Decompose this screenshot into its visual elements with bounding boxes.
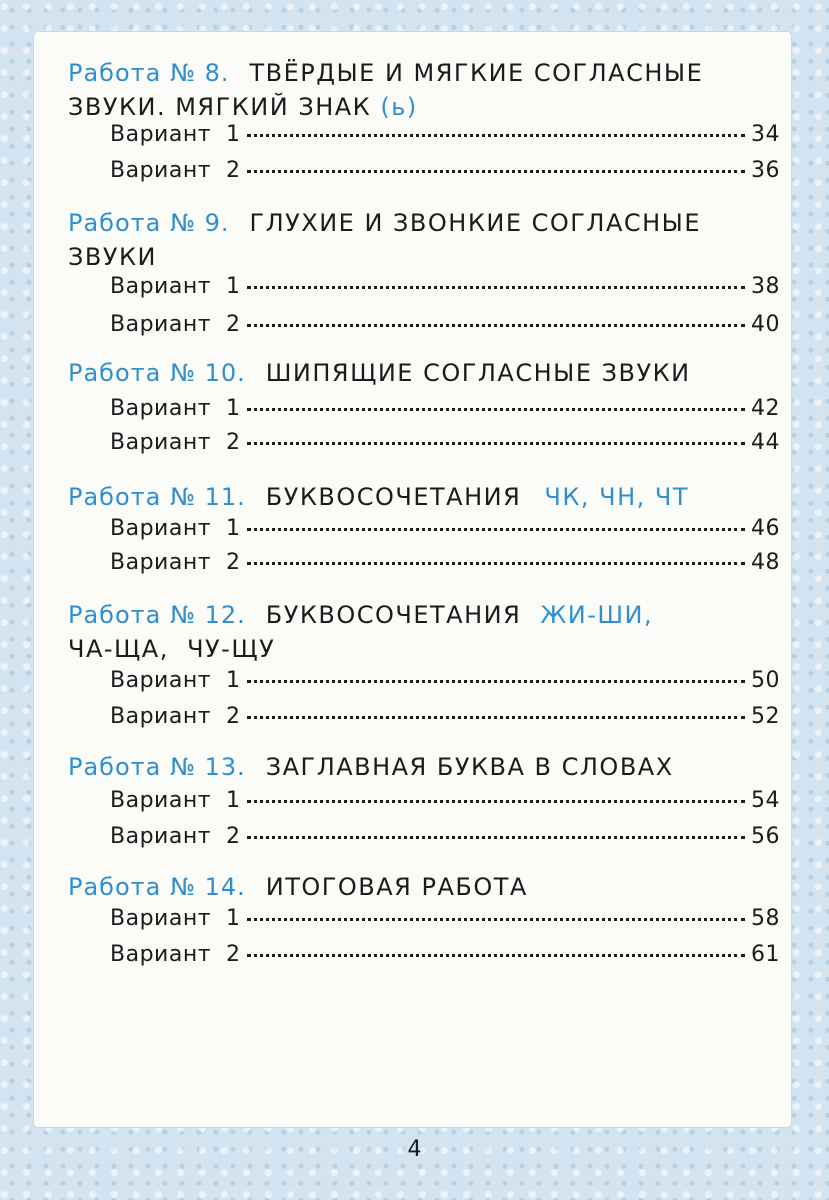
entry-number: Работа № 8. [68,59,230,87]
entry-title-line2-highlight: ЧА-ЩА, ЧУ-ЩУ [68,635,276,663]
variant-label: Вариант 1 [110,788,241,813]
page-number: 50 [751,668,780,693]
variant-label: Вариант 2 [110,704,241,729]
page-number: 52 [751,704,780,729]
entry-title-line1: БУКВОСОЧЕТАНИЯ [265,483,522,511]
toc-entry-8 [68,56,758,124]
leader-dots [247,800,745,803]
leader-dots [247,716,745,719]
entry-title-line1: ШИПЯЩИЕ СОГЛАСНЫЕ ЗВУКИ [265,359,691,387]
variant-label: Вариант 1 [110,906,241,931]
toc-variant-row[interactable] [110,516,780,541]
entry-title-highlight: ЖИ-ШИ, [540,601,654,629]
toc-entry-10 [68,356,758,390]
variant-label: Вариант 2 [110,550,241,575]
entry-title-highlight: ЧК, ЧН, ЧТ [544,483,690,511]
entry-number: Работа № 10. [68,359,246,387]
leader-dots [247,324,745,327]
variant-label: Вариант 1 [110,516,241,541]
toc-variant-row[interactable] [110,824,780,849]
entry-number: Работа № 13. [68,753,246,781]
toc-variant-row[interactable] [110,668,780,693]
entry-title-line1: БУКВОСОЧЕТАНИЯ [265,601,522,629]
page-number: 34 [751,122,780,147]
variant-label: Вариант 1 [110,668,241,693]
page-number: 40 [751,312,780,337]
entry-number: Работа № 9. [68,209,230,237]
leader-dots [247,836,745,839]
leader-dots [247,286,745,289]
entry-number: Работа № 11. [68,483,246,511]
toc-variant-row[interactable] [110,158,780,183]
entry-title [68,206,758,240]
toc-variant-row[interactable] [110,430,780,455]
toc-variant-row[interactable] [110,550,780,575]
page-number: 48 [751,550,780,575]
entry-title [68,480,758,514]
leader-dots [247,918,745,921]
toc-variant-row[interactable] [110,704,780,729]
entry-title-line1: ГЛУХИЕ И ЗВОНКИЕ СОГЛАСНЫЕ [249,209,702,237]
variant-label: Вариант 2 [110,824,241,849]
leader-dots [247,134,745,137]
leader-dots [247,170,745,173]
entry-number: Работа № 14. [68,873,246,901]
page-number: 54 [751,788,780,813]
toc-variant-row[interactable] [110,396,780,421]
entry-title-line2: ЗВУКИ [68,243,157,271]
leader-dots [247,954,745,957]
entry-title [68,56,758,90]
page-number: 56 [751,824,780,849]
entry-title-highlight: (ь) [380,93,418,121]
toc-entry-13 [68,750,758,784]
variant-label: Вариант 2 [110,158,241,183]
variant-label: Вариант 2 [110,942,241,967]
entry-title-line1: ТВЁРДЫЕ И МЯГКИЕ СОГЛАСНЫЕ [249,59,704,87]
toc-variant-row[interactable] [110,942,780,967]
variant-label: Вариант 2 [110,430,241,455]
entry-title [68,870,758,904]
entry-title [68,750,758,784]
toc-variant-row[interactable] [110,122,780,147]
toc-variant-row[interactable] [110,906,780,931]
page-number: 44 [751,430,780,455]
entry-title-line2-wrap [68,90,758,124]
page-number: 61 [751,942,780,967]
leader-dots [247,528,745,531]
leader-dots [247,680,745,683]
page-number: 42 [751,396,780,421]
variant-label: Вариант 1 [110,122,241,147]
entry-title-line1: ЗАГЛАВНАЯ БУКВА В СЛОВАХ [265,753,674,781]
entry-title [68,356,758,390]
toc-variant-row[interactable] [110,312,780,337]
toc-variant-row[interactable] [110,788,780,813]
leader-dots [247,408,745,411]
toc-entry-9 [68,206,758,274]
entry-title [68,598,758,632]
leader-dots [247,562,745,565]
page-number: 38 [751,274,780,299]
page-number: 36 [751,158,780,183]
toc-entry-12 [68,598,758,666]
leader-dots [247,442,745,445]
toc-entry-11 [68,480,758,514]
entry-number: Работа № 12. [68,601,246,629]
page-number: 58 [751,906,780,931]
variant-label: Вариант 1 [110,396,241,421]
entry-title-line2: ЗВУКИ. МЯГКИЙ ЗНАК [68,93,372,121]
variant-label: Вариант 1 [110,274,241,299]
page-number: 46 [751,516,780,541]
toc-entry-14 [68,870,758,904]
page-footer-number: 4 [407,1137,422,1162]
variant-label: Вариант 2 [110,312,241,337]
toc-variant-row[interactable] [110,274,780,299]
entry-title-line1: ИТОГОВАЯ РАБОТА [265,873,528,901]
